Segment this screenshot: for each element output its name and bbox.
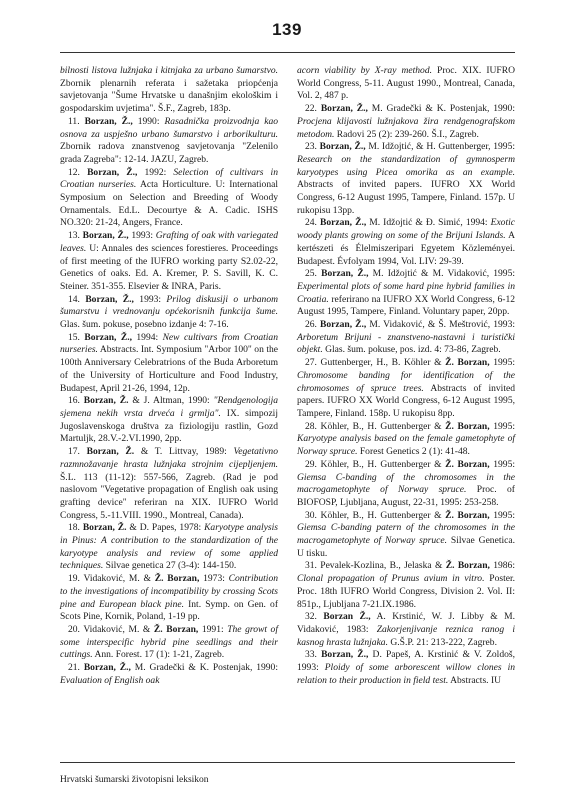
reference-entry [60,332,278,396]
reference-entry [60,522,278,573]
reference-entry [297,421,515,459]
reference-text: Radovi 25 (2): 239-260. Š.I., Zagreb. [334,128,479,140]
reference-entry [297,649,515,687]
reference-title: Zakorjenjivanje reznica ranog i kasnog hrasta lužnjaka. [297,623,515,648]
author-name: Borzan, Ž., [320,103,368,115]
reference-title: Giemsa C-banding of the chromosomes in the macrogametophyte of Norway spruce. [297,471,515,496]
reference-text: Int. Symp. on Gen. of Scots Pine, Kornik, Poland, 1-19 pp. [60,598,278,623]
left-column [60,65,278,687]
reference-text: 24. [305,217,320,229]
reference-text: Proc. XIX. IUFRO World Congress, 5-11. August 1990., Montreal, Canada, Vol. 2, 487 p. [297,65,516,102]
author-name: Borzan, Ž., [84,331,132,343]
reference-title: Selection of cultivars in Croatian nurseries. [60,166,278,191]
reference-title: Experimental plots of some hard pine hybrid families in Croatia. [297,280,515,305]
reference-entry [60,167,278,231]
footer-rule [60,762,515,763]
reference-text: Abstracts. Int. Symposium "Arbor 100" on the 100th Anniversary Celebratrions of the Buda Arboretum of the University of Horticulture and Food Industry, Budapest, April 21-26, 1994, 12p. [60,344,278,394]
reference-text: 13. [68,230,83,242]
reference-title: Exotic woody plants growing on some of the Brijuni Islands. [297,217,515,242]
author-name: Borzan, Ž. [82,522,127,534]
reference-text: Zbornik plenarnih referata i sažetaka priopćenja savjetovanja "Šume Hrvatske u današnjim ekološkim i gospodarskim uvjetima". Š.F., Zagreb, 183p. [60,77,278,115]
reference-title: acorn viability by X-ray method. [297,65,432,76]
reference-text: Abstracts of invited papers. IUFRO XX World Congress, 6-12 August 1995, Tampere, Finland. 157p. U rukopisu 13pp. [297,179,515,216]
reference-text: A kertészeti és Élelmiszeripari Egyetem Közleményei. Budapest. Évfolyam 1994, Vol. LIV: 29-39. [297,230,515,267]
reference-text: 1986: [489,560,515,572]
reference-text: U: Annales des sciences forestieres. Proceedings of first meeting of the IUFRO working party S2.02-22, Genetics of oaks. Ed. A. Kremer, P. S. Savill, K. C. Steiner. 351-355. Elsevier & INRA, Paris. [60,242,278,292]
reference-text: M. Idžojtić & M. Vidaković, 1995: [368,268,516,280]
reference-text: 1990: [132,115,165,127]
reference-entry [60,662,278,687]
author-name: Borzan, Ž., [319,141,366,153]
reference-text: Forest Genetics 2 (1): 41-48. [357,446,470,458]
reference-text: 23. [305,141,320,153]
reference-entry [297,268,515,319]
author-name: Ž. Borzan, [153,623,199,635]
reference-entry [297,357,515,421]
reference-text: M. Gradečki & K. Postenjak, 1990: [130,662,278,674]
reference-entry [60,624,278,662]
author-name: Ž. Borzan, [154,573,200,585]
reference-text: 14. [68,293,86,305]
author-name: Ž. Borzan, [445,560,490,572]
reference-title: Rasadnička proizvodnja kao osnova za uspješno urbano šumarstvo i arborikulturu. [60,115,278,140]
reference-title: New cultivars from Croatian nurseries. [60,331,278,356]
reference-text: M. Vidaković, & Š. Meštrović, 1993: [366,319,515,331]
reference-title: "Rendgenologija sjemena nekih vrsta drveća i grmlja". [60,395,278,419]
header-rule [60,52,515,53]
reference-text: referirano na IUFRO XX World Congress, 6-12 August 1995, Tampere, Finland. Voluntary paper, 20pp. [297,293,515,318]
reference-title: Karyotype analysis in Pinus: A contribution to the standardization of the karyotype analysis and review of some applied techniques. [60,522,279,572]
author-name: Borzan, Ž., [84,115,133,127]
author-name: Borzan, Ž., [82,230,129,242]
author-name: Borzan, Ž., [321,649,369,661]
reference-title: The growt of some interspecific hybrid pine seedlings and their cuttings. [60,623,278,661]
reference-text: 31. Pevalek-Kozlina, B., Jelaska & [305,560,446,572]
reference-text: 15. [68,331,85,343]
reference-title: Clonal propagation of Prunus avium in vitro. [297,573,485,585]
author-name: Borzan, Ž. [86,446,135,458]
reference-title: Giemsa C-banding patern of the chromosomes in the macrogametophyte of Norway spruce. [297,522,515,547]
reference-text: 11. [68,115,85,127]
reference-text: 19. Vidaković, M. & [68,573,155,585]
reference-text: IX. simpozij Jugoslavenskoga društva za fiziologiju rastlin, Gozd Martuljk, 28.V.-2.VI.1990, 2pp. [60,407,278,445]
reference-entry [297,560,515,611]
right-column [297,65,515,687]
reference-text: Abstracts. IU [448,674,502,686]
reference-text: A. Krstinić, W. J. Libby & M. Vidaković, 1983: [297,611,515,635]
footer-text: Hrvatski šumarski životopisni leksikon [60,775,209,785]
reference-entry [60,294,278,332]
reference-title: Prilog diskusiji o urbanom šumarstvu i vrednovanju općekorisnih funkcija šume. [60,293,278,318]
reference-text: 22. [305,103,321,115]
reference-entry [60,116,278,167]
reference-text: 1991: [198,623,228,635]
reference-text: 1995: [489,357,516,369]
author-name: Borzan, Ž., [87,166,138,178]
reference-text: & T. Littvay, 1989: [134,446,234,458]
reference-title: Grafting of oak with variegated leaves. [60,230,278,254]
author-name: Ž. Borzan, [445,458,490,470]
reference-text: 29. Köhler, B., H. Guttenberger & [305,458,446,470]
reference-entry [297,611,515,649]
author-name: Borzan, Ž., [321,268,369,280]
reference-text: Glas. šum. pokuse, pos. izd. 4: 73-86, Zagreb. [322,344,501,356]
reference-text: Ann. Forest. 17 (1): 1-21, Zagreb. [92,649,225,661]
reference-text: 1992: [137,166,174,178]
reference-text: 1993: [128,230,156,242]
reference-text: Proc. of BIOFOSP, Ljubljana, August, 22-31, 1995: 253-258. [297,484,515,508]
reference-text: 27. Guttenberger, H., B. Köhler & [305,357,446,369]
reference-entry [297,217,515,268]
author-name: Ž. Borzan, [445,357,490,369]
reference-entry [297,65,515,103]
reference-title: Ploidy of some arborescent willow clones in relation to their production in field test. [297,662,515,686]
reference-entry [60,573,278,624]
author-name: Ž. Borzan, [445,420,490,432]
reference-title: Chromosome banding for identification of the chromosomes of spruce trees. [297,369,515,394]
reference-title: Arboretum Brijuni - znanstveno-nastavni i turistički objekt. [297,331,515,356]
reference-text: G.Š.P. 21: 213-222, Zagreb. [387,636,497,648]
reference-entry [60,395,278,446]
reference-text: 25. [305,268,322,280]
reference-text: 1994: [131,331,163,343]
reference-title: bilnosti listova lužnjaka i kitnjaka za urbano šumarstvo. [60,65,278,76]
page-number: 139 [272,20,302,39]
reference-text: M. Gradečki & K. Postenjak, 1990: [367,103,515,115]
reference-text: 12. [68,166,88,178]
reference-text: 18. [68,522,83,534]
reference-text: 30. Köhler, B., H. Guttenberger & [305,509,446,521]
reference-text: 1993: [133,293,167,305]
reference-text: Zbornik radova znanstvenog savjetovanja "Zelenilo grada Zagreba": 12-14. JAZU, Zagreb. [60,141,278,165]
reference-entry [297,319,515,357]
reference-text: Abstracts of invited papers. IUFRO XX World Congress, 6-12 August 1995, Tampere, Finland. 158p. U rukopisu 8pp. [297,382,515,419]
author-name: Ž. Borzan, [445,509,490,521]
author-name: Borzan, Ž. [83,395,129,407]
reference-text: Acta Horticulture. U: International Symposium on Selection and Breeding of Woody Ornamentals. Ed.L. Decourtye & A. Cadic. ISHS NO.320: 21-24, Angers, France. [60,179,278,229]
reference-text: & J. Altman, 1990: [128,395,214,407]
author-name: Borzan, Ž., [83,662,131,674]
reference-text: 26. [305,319,321,331]
author-name: Borzan, Ž., [319,217,367,229]
author-name: Borzan, Ž., [320,319,367,331]
reference-text: 1973: [199,573,229,585]
reference-text: Glas. šum. pokuse, posebno izdanje 4: 7-16. [60,319,229,331]
author-name: Borzan Ž., [323,611,371,623]
reference-entry [297,103,515,141]
reference-title: Procjena klijavosti lužnjakova žira rendgenografskom metodom. [297,115,515,140]
reference-entry [60,65,278,116]
reference-entry [297,141,515,217]
reference-text: 32. [305,611,324,623]
reference-text: Silvae Genetica. U tisku. [297,535,515,559]
reference-text: 16. [68,395,84,407]
author-name: Borzan, Ž., [85,293,134,305]
reference-text: 1995: [489,420,516,432]
reference-text: Š.L. 113 (11-12): 557-566, Zagreb. (Rad je pod naslovom "Vegetative propagation of English oak using grafting device" referiran na XIX. IUFRO World Congress, 5.-11.VIII. 1990., Montreal, Canada). [60,471,278,521]
reference-text: M. Idžojtić, & H. Guttenberger, 1995: [365,141,515,153]
reference-entry [297,510,515,561]
reference-title: Contribution to the investigations of incompatibility by crossing Scots pine and European black pine. [60,573,278,610]
reference-text: 17. [68,446,87,458]
reference-entry [297,459,515,510]
reference-title: Evaluation of English oak [60,674,160,686]
reference-text: 21. [68,662,84,674]
reference-entry [60,446,278,522]
reference-text: Silvae genetica 27 (3-4): 144-150. [103,560,237,572]
reference-title: Research on the standardization of gymnosperm karyotypes using Picea omorika as an example. [297,153,515,178]
reference-text: 28. Köhler, B., H. Guttenberger & [305,420,446,432]
reference-text: D. Papeš, A. Krstinić & V. Zoldoš, 1993: [297,649,515,674]
reference-text: Poster. Proc. 18th IUFRO World Congress, Division 2. Vol. II: 851p., Ljubljana 7-21.IX.1986. [297,573,515,610]
reference-text: 20. Vidaković, M. & [68,623,154,635]
reference-text: 1995: [489,458,516,470]
reference-text: 1995: [489,509,516,521]
reference-title: Karyotype analysis based on the female gametophyte of Norway spruce. [297,433,515,458]
reference-title: Vegetativno razmnožavanje hrasta lužnjaka strojnim cijepljenjem. [60,446,278,470]
reference-text: 33. [305,649,322,661]
reference-text: & D. Papes, 1978: [126,522,205,534]
reference-entry [60,230,278,294]
reference-text: M. Idžojtić & Đ. Simić, 1994: [366,217,491,229]
